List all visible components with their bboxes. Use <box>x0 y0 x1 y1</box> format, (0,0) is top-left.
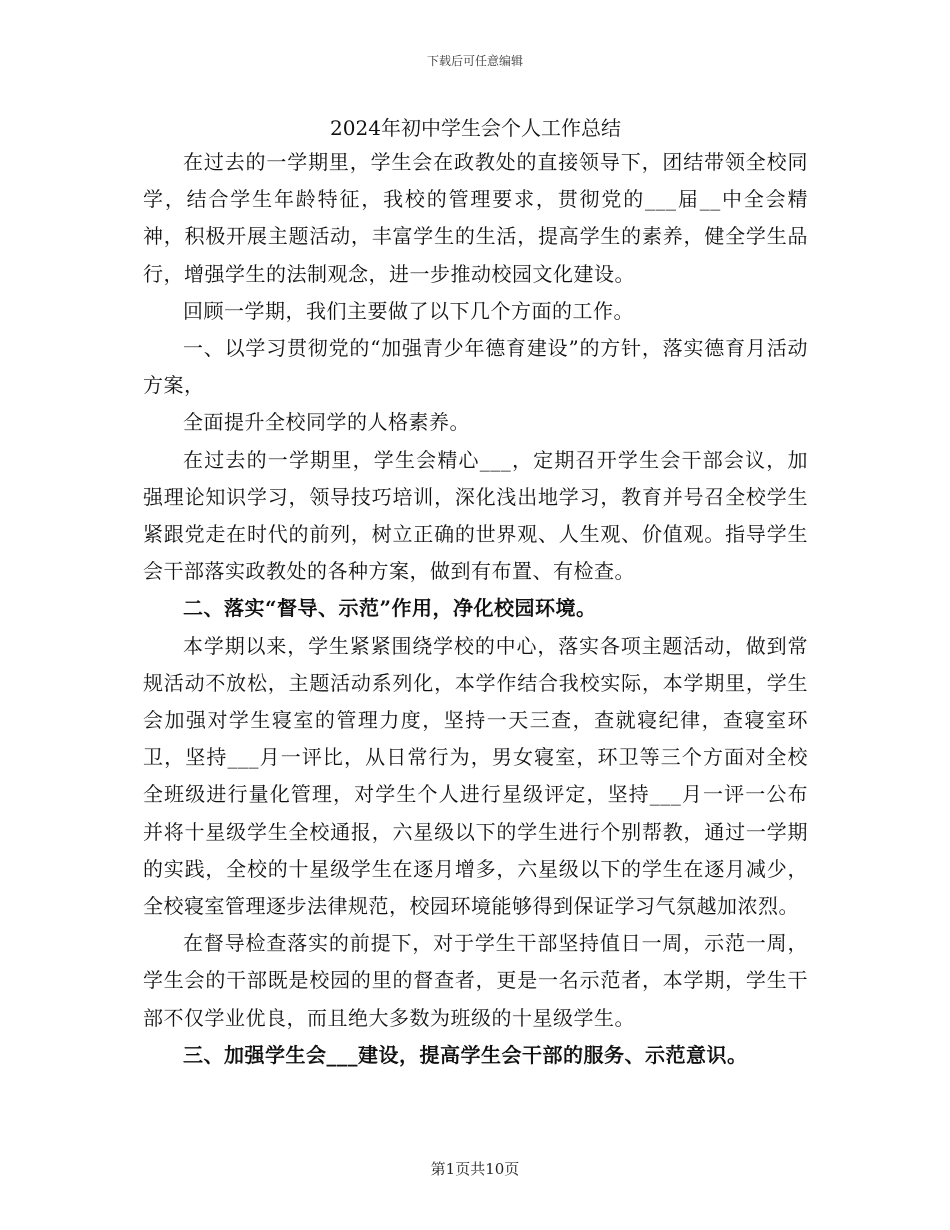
section-heading-one-continued: 全面提升全校同学的人格素养。 <box>183 410 470 435</box>
section-heading-two: 二、落实“督导、示范”作用，净化校园环境。 <box>183 596 597 621</box>
section-heading-one: 一、以学习贯彻党的“加强青少年德育建设”的方针，落实德育月活动方案， <box>143 336 808 398</box>
paragraph-section-two-supervision: 在督导检查落实的前提下，对于学生干部坚持值日一周，示范一周，学生会的干部既是校园的里的督查者，更是一名示范者，本学期，学生干部不仅学业优良，而且绝大多数为班级的十星级学生。 <box>143 931 808 1030</box>
page-footer-number: 第1页共10页 <box>430 1160 520 1178</box>
page-header-note: 下载后可任意编辑 <box>426 54 523 68</box>
paragraph-section-one-body: 在过去的一学期里，学生会精心___，定期召开学生会干部会议，加强理论知识学习，领导技巧培训，深化浅出地学习，教育并号召全校学生紧跟党走在时代的前列，树立正确的世界观、人生观、价值观。指导学生会干部落实政教处的各种方案，做到有布置、有检查。 <box>143 447 808 584</box>
paragraph-section-two-body: 本学期以来，学生紧紧围绕学校的中心，落实各项主题活动，做到常规活动不放松，主题活动系列化，本学作结合我校实际，本学期里，学生会加强对学生寝室的管理力度，坚持一天三查，查就寝纪律，查寝室环卫，坚持___月一评比，从日常行为，男女寝室，环卫等三个方面对全校全班级进行量化管理，对学生个人进行星级评定，坚持___月一评一公布并将十星级学生全校通报，六星级以下的学生进行个别帮教，通过一学期的实践，全校的十星级学生在逐月增多，六星级以下的学生在逐月减少，全校寝室管理逐步法律规范，校园环境能够得到保证学习气氛越加浓烈。 <box>143 633 808 919</box>
paragraph-review: 回顾一学期，我们主要做了以下几个方面的工作。 <box>183 298 634 323</box>
paragraph-intro: 在过去的一学期里，学生会在政教处的直接领导下，团结带领全校同学，结合学生年龄特征，我校的管理要求，贯彻党的___届__中全会精神，积极开展主题活动，丰富学生的生活，提高学生的素养，健全学生品行，增强学生的法制观念，进一步推动校园文化建设。 <box>143 150 808 286</box>
document-title: 2024年初中学生会个人工作总结 <box>330 116 621 140</box>
section-heading-three: 三、加强学生会___建设，提高学生会干部的服务、示范意识。 <box>183 1042 748 1067</box>
document-body <box>143 112 808 1074</box>
